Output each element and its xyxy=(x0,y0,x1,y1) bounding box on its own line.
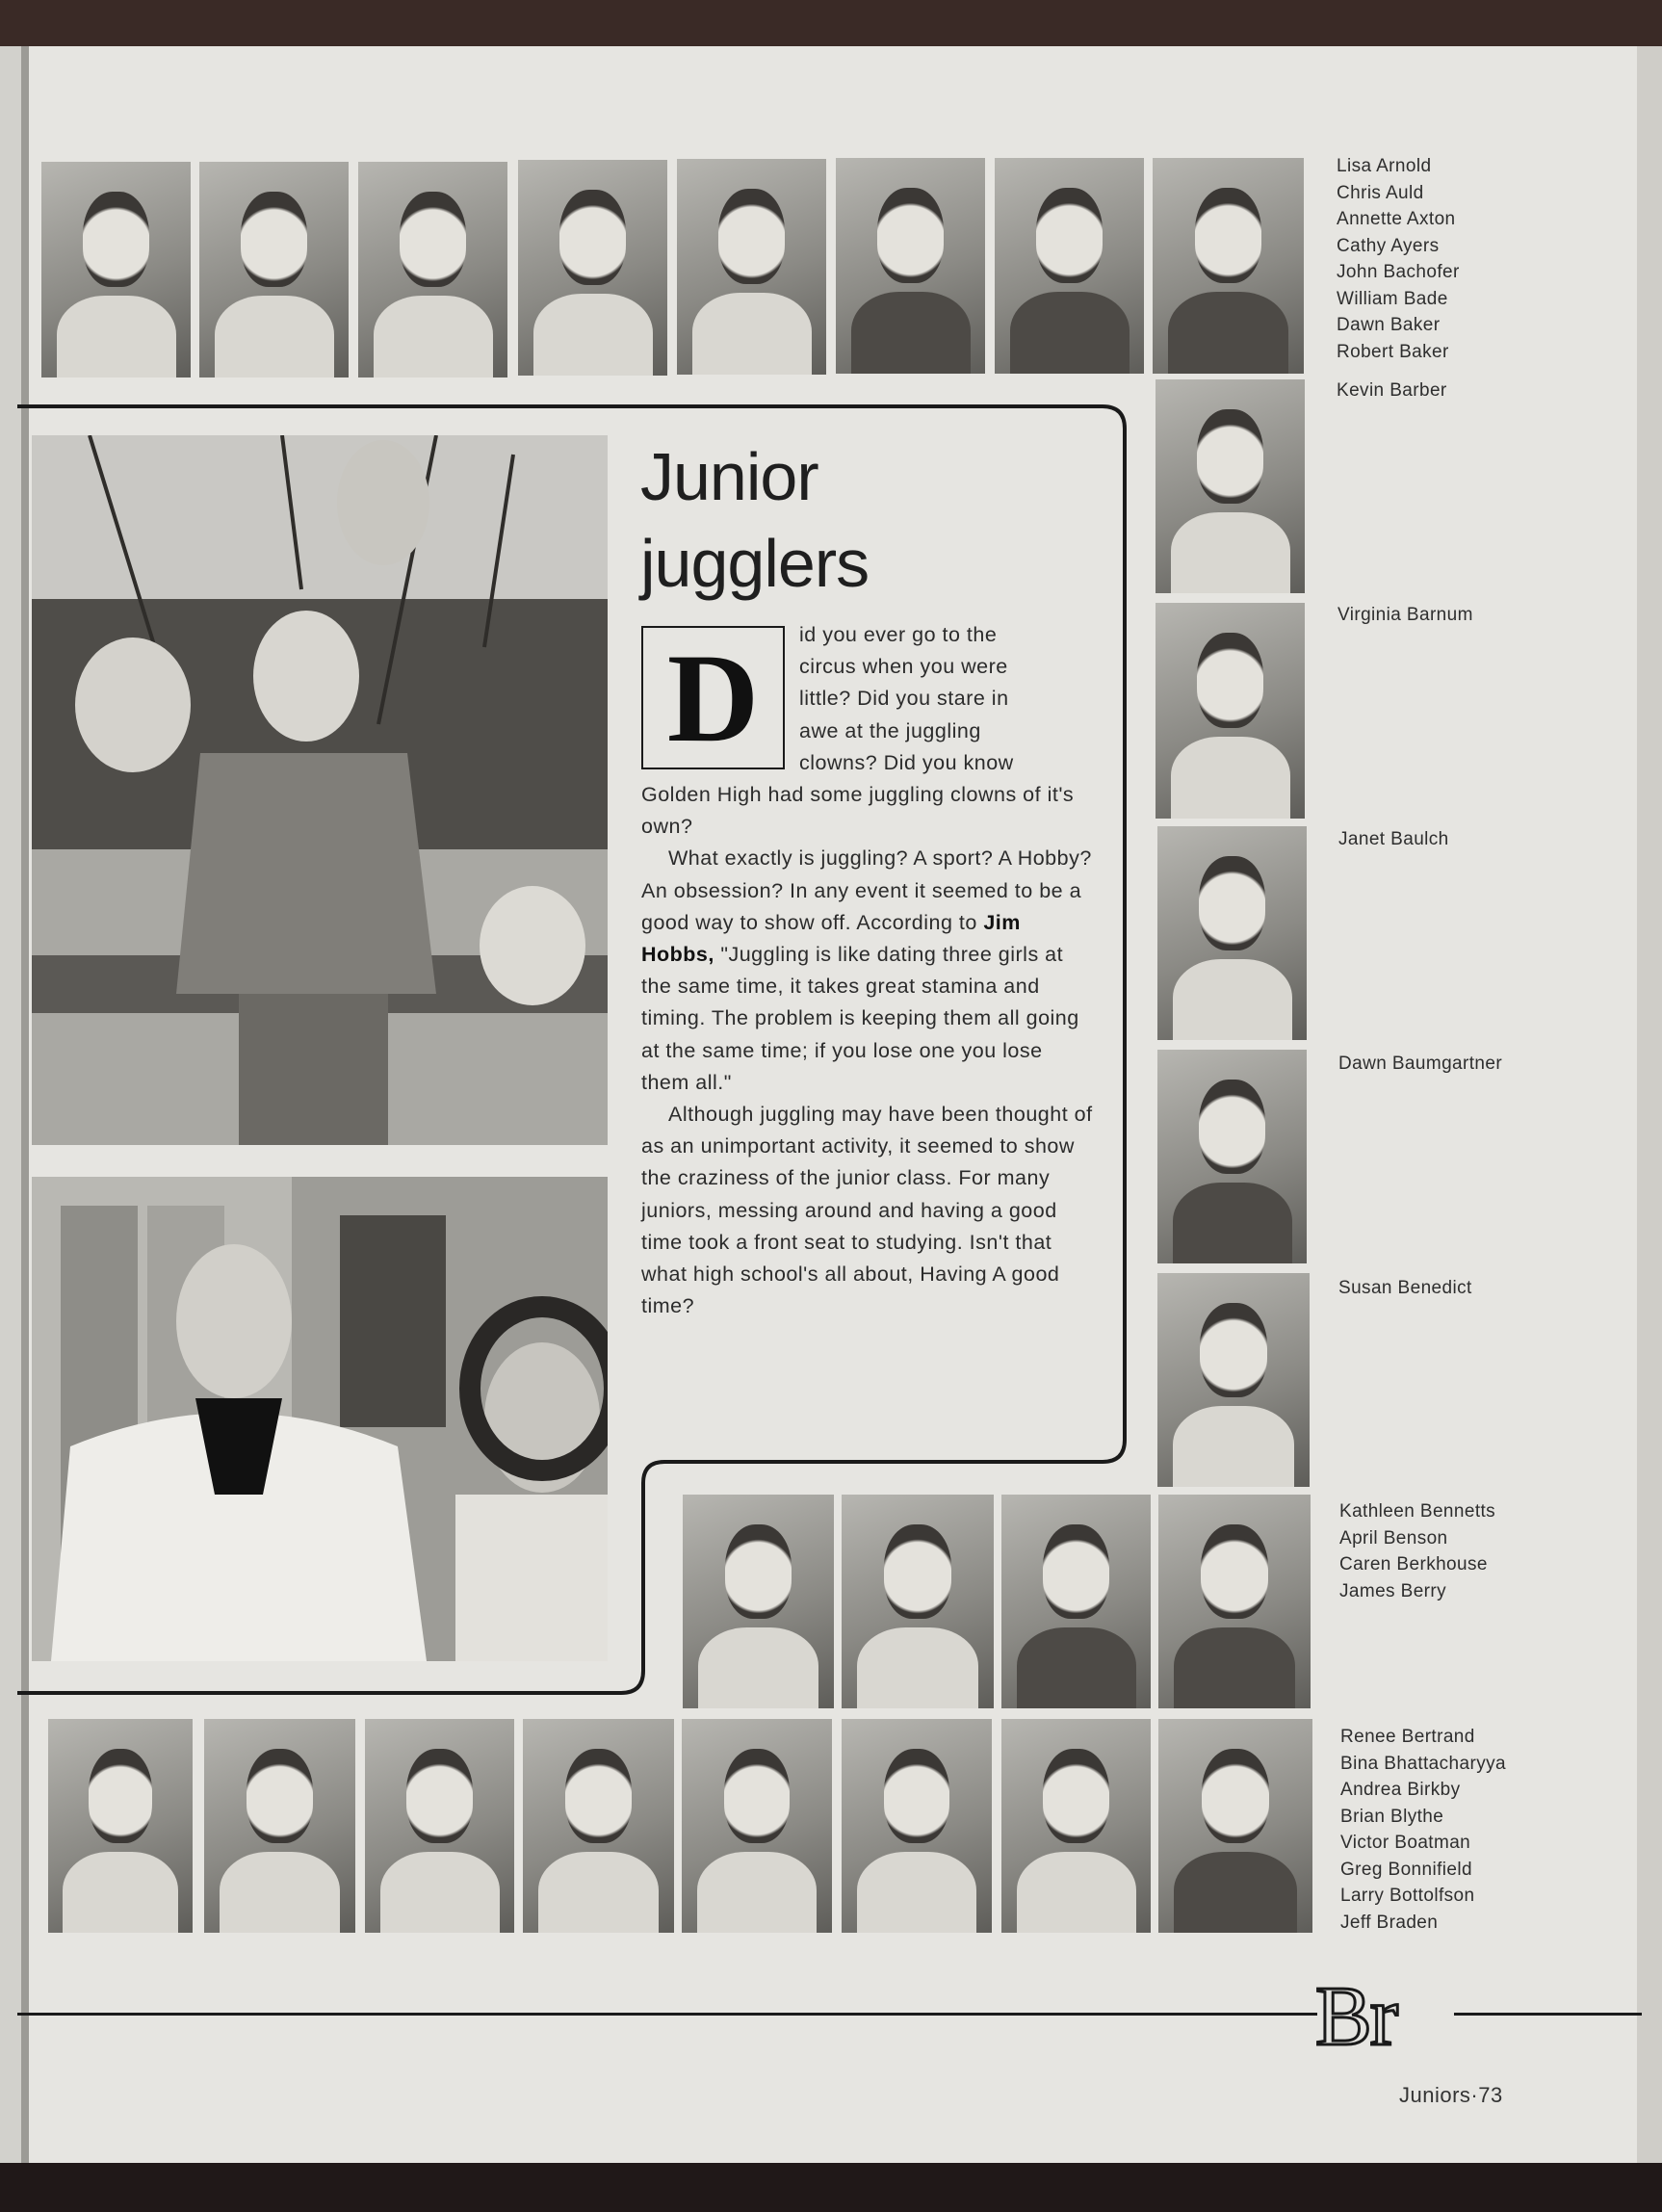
student-name: Brian Blythe xyxy=(1340,1806,1444,1827)
feature-photo-juggler-outdoors xyxy=(32,435,608,1145)
article-line: clowns? Did you know xyxy=(799,750,1014,774)
student-name: Dawn Baumgartner xyxy=(1338,1054,1503,1074)
drop-cap: D xyxy=(641,626,785,769)
article-quote: "Juggling is like dating three girls at the same time, it takes great stamina and timing. The problem is keeping them all going at the same time; if you lose one you lose them all." xyxy=(641,943,1079,1094)
student-name: John Bachofer xyxy=(1337,262,1460,282)
footer-rule-right xyxy=(1454,2013,1642,2016)
portrait-jeff-braden xyxy=(1158,1719,1312,1933)
article-paragraph-2 xyxy=(641,843,1094,1099)
student-name: Jeff Braden xyxy=(1340,1912,1439,1933)
student-name: Caren Berkhouse xyxy=(1339,1554,1488,1574)
footer-rule xyxy=(17,2013,1317,2016)
student-name: Janet Baulch xyxy=(1338,829,1449,849)
feature-article xyxy=(641,619,1094,1322)
student-name: Bina Bhattacharyya xyxy=(1340,1753,1506,1774)
bottom-row-names xyxy=(1340,1724,1506,1936)
student-name: April Benson xyxy=(1339,1527,1448,1548)
student-name: Susan Benedict xyxy=(1338,1278,1472,1298)
student-name: Chris Auld xyxy=(1337,182,1424,203)
portrait-bina-bhattacharyya xyxy=(204,1719,355,1933)
article-text: What exactly is juggling? A sport? A Hobby? An obsession? In any event it seemed to be a good way to show off. According to xyxy=(641,846,1092,934)
student-name: Robert Baker xyxy=(1337,341,1449,362)
middle-row-names xyxy=(1339,1498,1495,1604)
student-name: Greg Bonnifield xyxy=(1340,1859,1472,1880)
alphabet-marker: Br xyxy=(1315,1970,1396,2064)
student-name: Kathleen Bennetts xyxy=(1339,1501,1496,1522)
student-name: Cathy Ayers xyxy=(1337,235,1440,256)
feature-photo-lockers xyxy=(32,1177,608,1661)
student-name: Dawn Baker xyxy=(1337,315,1441,335)
student-name: Annette Axton xyxy=(1337,209,1456,229)
student-name: James Berry xyxy=(1339,1580,1447,1601)
portrait-renee-bertrand xyxy=(48,1719,193,1933)
portrait-james-berry xyxy=(1158,1495,1311,1708)
article-paragraph-3: Although juggling may have been thought of as an unimportant activity, it seemed to show the craziness of the junior class. For many juniors, messing around and having a good time took a front seat to studying. Isn't that what high school's all about, Having A good time? xyxy=(641,1103,1093,1318)
portrait-kathleen-bennetts xyxy=(683,1495,834,1708)
student-name: Victor Boatman xyxy=(1340,1833,1471,1853)
title-line-1: Junior xyxy=(640,439,818,514)
article-line: awe at the juggling xyxy=(799,718,981,742)
portrait-larry-bottolfson xyxy=(1001,1719,1151,1933)
portrait-victor-boatman xyxy=(682,1719,832,1933)
student-name: Kevin Barber xyxy=(1337,380,1447,401)
portrait-caren-berkhouse xyxy=(1001,1495,1151,1708)
portrait-brian-blythe xyxy=(523,1719,674,1933)
article-line: circus when you were xyxy=(799,655,1008,679)
feature-title xyxy=(640,433,869,607)
student-name: Virginia Barnum xyxy=(1337,605,1473,625)
title-line-2: jugglers xyxy=(640,526,870,601)
article-line: little? Did you stare in xyxy=(799,687,1009,711)
article-line: id you ever go to the xyxy=(799,623,998,646)
article-paragraph-1-rest: Golden High had some juggling clowns of it's own? xyxy=(641,783,1075,839)
student-name: Larry Bottolfson xyxy=(1340,1886,1475,1906)
portrait-andrea-birkby xyxy=(365,1719,514,1933)
student-name: Renee Bertrand xyxy=(1340,1727,1475,1747)
portrait-greg-bonnifield xyxy=(842,1719,992,1933)
student-name: William Bade xyxy=(1337,288,1448,309)
student-name: Andrea Birkby xyxy=(1340,1780,1461,1800)
portrait-april-benson xyxy=(842,1495,994,1708)
quoted-name: Jim Hobbs, xyxy=(641,910,1021,967)
page-number: Juniors·73 xyxy=(1399,2083,1503,2107)
student-name: Lisa Arnold xyxy=(1337,156,1432,176)
